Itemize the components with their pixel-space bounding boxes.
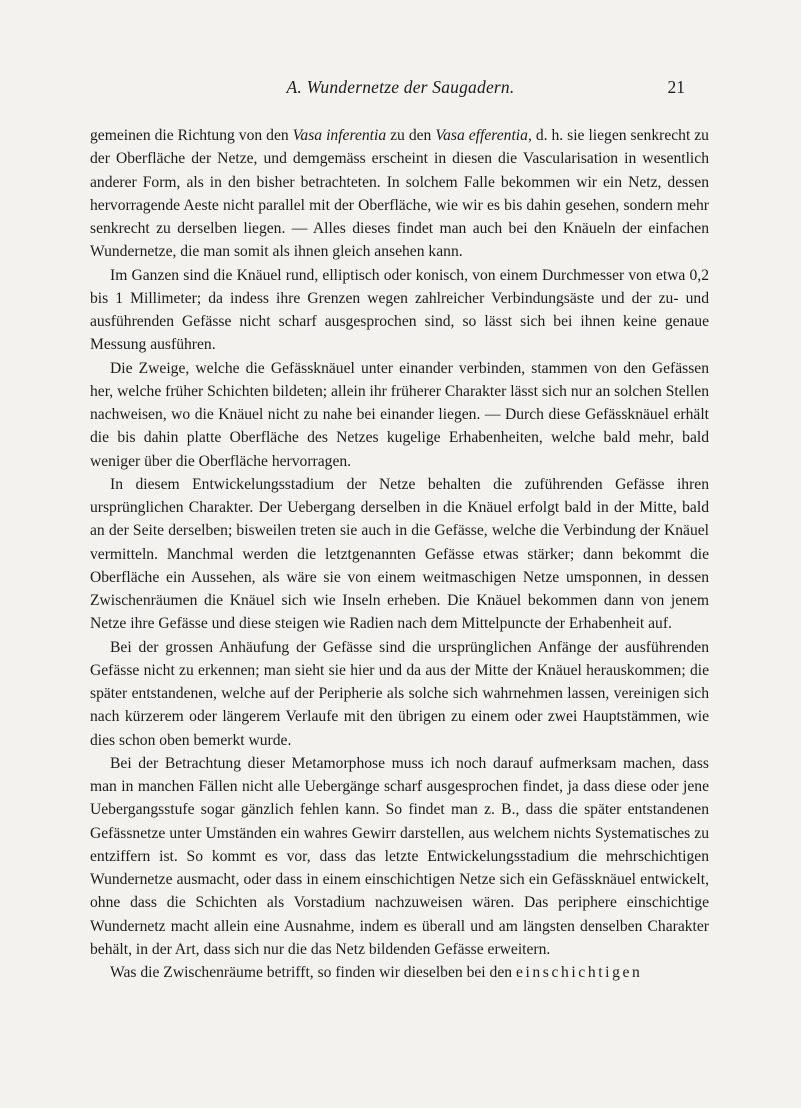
section-letter: A. xyxy=(286,77,302,97)
paragraph xyxy=(90,473,709,636)
paragraph xyxy=(90,636,709,752)
page-number: 21 xyxy=(667,77,685,97)
italic-term: Vasa inferentia xyxy=(292,127,387,144)
text-run: , d. h. sie liegen senkrecht zu der Oberfläche der Netze, und demgemäss erscheint in diesen die Vascularisation in wesentlich anderer Form, als in den bisher betrachteten. In solchem Falle bekommen wir ein Netz, dessen hervorragende Aeste nicht parallel mit der Oberfläche, wie wir es bis dahin gesehen, sondern mehr senkrecht zu derselben liegen. — Alles dieses findet man auch bei den Knäueln der einfachen Wundernetze, die man somit als ihnen gleich ansehen kann. xyxy=(90,127,709,261)
text-run: Im Ganzen sind die Knäuel rund, elliptisch oder konisch, von einem Durchmesser von etwa 0,2 bis 1 Millimeter; da indess ihre Grenzen wegen zahlreicher Verbindungsäste und der zu- und ausführenden Gefässe nicht scharf ausgesprochen sind, so lässt sich bei ihnen keine genaue Messung ausführen. xyxy=(90,266,709,354)
paragraph xyxy=(90,961,709,984)
italic-term: Vasa efferentia xyxy=(435,127,528,144)
section-title: Wundernetze der Saugadern. xyxy=(306,77,515,97)
text-run: Die Zweige, welche die Gefässknäuel unter einander verbinden, stammen von den Gefässen her, welche früher Schichten bildeten; allein ihr früherer Charakter lässt sich nur an solchen Stellen nachweisen, wo die Knäuel nicht zu nahe bei einander liegen. — Durch diese Gefässknäuel erhält die bis dahin platte Oberfläche des Netzes kugelige Erhabenheiten, welche bald mehr, bald weniger über die Oberfläche hervorragen. xyxy=(90,359,709,470)
text-run: zu den xyxy=(386,127,436,144)
text-run: Was die Zwischenräume betrifft, so finden wir dieselben bei den xyxy=(110,964,516,981)
running-head xyxy=(0,77,801,101)
paragraph xyxy=(90,124,709,264)
spaced-emphasis: einschichtigen xyxy=(515,964,643,981)
text-run: In diesem Entwickelungsstadium der Netze behalten die zuführenden Gefässe ihren ursprünglichen Charakter. Der Uebergang derselben in die Knäuel erfolgt bald in der Mitte, bald an der Seite derselben; bisweilen treten sie auch in die Gefässe, welche die Verbindung der Knäuel vermitteln. Manchmal werden die letztgenannten Gefässe etwas stärker; dann bekommt die Oberfläche ein Aussehen, als wäre sie von einem weitmaschigen Netze umsponnen, in dessen Zwischenräumen die Knäuel sich wie Inseln erheben. Die Knäuel bekommen dann von jenem Netze ihre Gefässe und diese steigen wie Radien nach dem Mittelpuncte der Erhabenheit auf. xyxy=(90,475,709,633)
text-run: gemeinen die Richtung von den xyxy=(90,127,293,144)
paragraph xyxy=(90,264,709,357)
body-text xyxy=(90,124,709,984)
text-run: Bei der grossen Anhäufung der Gefässe sind die ursprünglichen Anfänge der ausführenden Gefässe nicht zu erkennen; man sieht sie hier und da aus der Mitte der Knäuel herauskommen; die später entstandenen, welche auf der Peripherie als solche sich wahrnehmen lassen, vereinigen sich nach kürzerem oder längerem Verlaufe mit den übrigen zu einem oder zwei Hauptstämmen, wie dies schon oben bemerkt wurde. xyxy=(90,638,709,749)
text-run: Bei der Betrachtung dieser Metamorphose muss ich noch darauf aufmerksam machen, dass man in manchen Fällen nicht alle Uebergänge scharf ausgesprochen findet, ja dass diese oder jene Uebergangsstufe sogar gänzlich fehlen kann. So findet man z. B., dass die später entstandenen Gefässnetze unter Umständen ein wahres Gewirr darstellen, aus welchem nichts Systematisches zu entziffern ist. So kommt es vor, dass das letzte Entwickelungsstadium die mehrschichtigen Wundernetze ausmacht, oder dass in einem einschichtigen Netze sich ein Gefässknäuel entwickelt, ohne dass die Schichten als Vorstadium nachzuweisen wären. Das periphere einschichtige Wundernetz macht allein eine Ausnahme, indem es überall und am längsten denselben Charakter behält, in der Art, dass sich nur die das Netz bildenden Gefässe erweitern. xyxy=(90,754,709,958)
paragraph xyxy=(90,752,709,961)
paragraph xyxy=(90,357,709,473)
